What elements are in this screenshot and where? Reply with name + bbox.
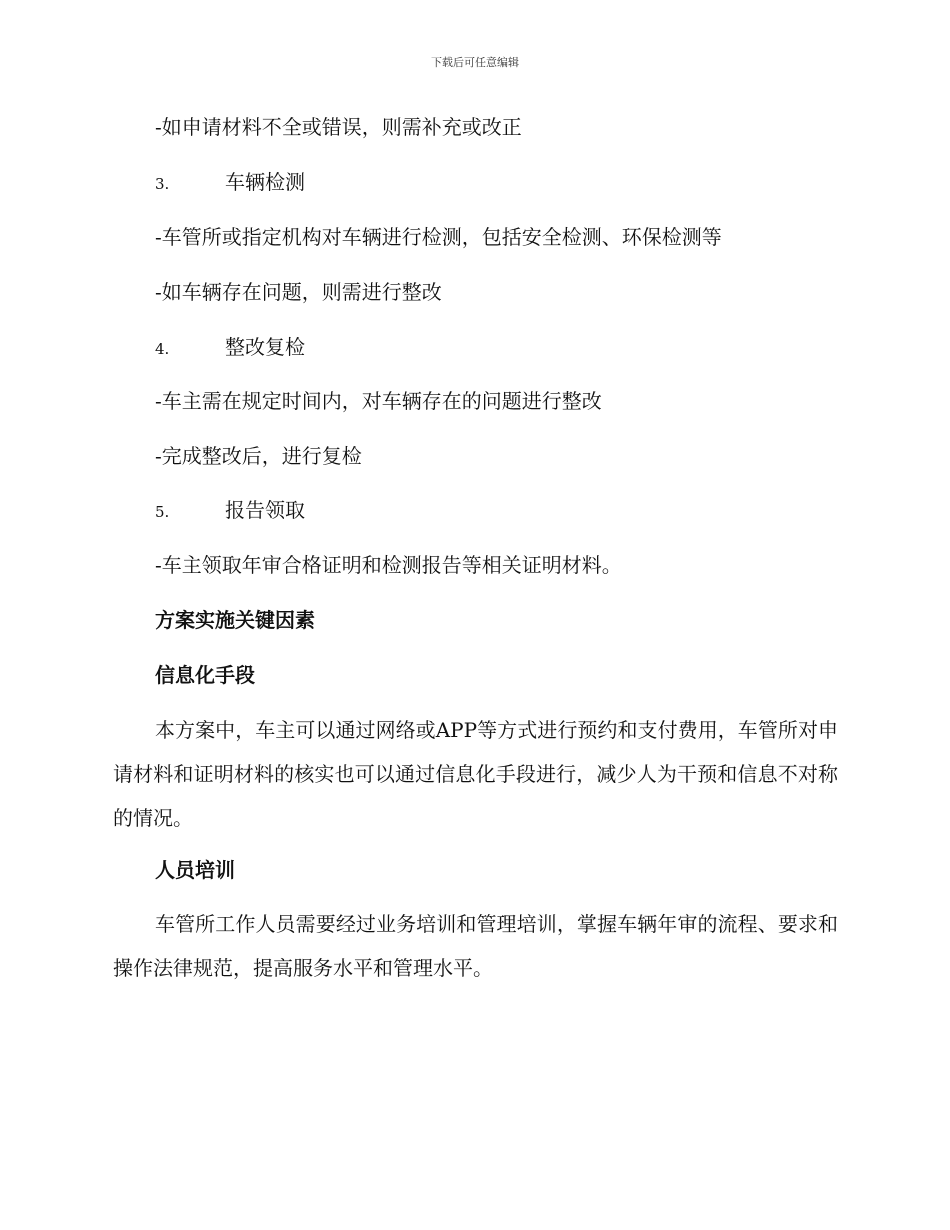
subsection-heading: 人员培训 — [155, 858, 235, 882]
numbered-item-3 — [155, 170, 305, 196]
item-title: 车辆检测 — [225, 170, 305, 194]
bullet-line: -车主领取年审合格证明和检测报告等相关证明材料。 — [155, 553, 622, 577]
bullet-line: -如申请材料不全或错误，则需补充或改正 — [155, 115, 522, 139]
bullet-line: -如车辆存在问题，则需进行整改 — [155, 280, 442, 304]
bullet-line: -完成整改后，进行复检 — [155, 444, 362, 468]
section-heading: 方案实施关键因素 — [155, 608, 315, 632]
item-number: 3. — [155, 175, 170, 193]
bullet-line: -车管所或指定机构对车辆进行检测，包括安全检测、环保检测等 — [155, 225, 722, 249]
item-number: 5. — [155, 503, 170, 521]
subsection-heading: 信息化手段 — [155, 663, 255, 687]
body-paragraph: 车管所工作人员需要经过业务培训和管理培训，掌握车辆年审的流程、要求和操作法律规范，提高服务水平和管理水平。 — [113, 912, 838, 980]
page-header: 下载后可任意编辑 — [431, 56, 519, 69]
numbered-item-5 — [155, 498, 305, 524]
item-number: 4. — [155, 340, 170, 358]
item-title: 整改复检 — [225, 335, 305, 359]
bullet-line: -车主需在规定时间内，对车辆存在的问题进行整改 — [155, 389, 602, 413]
item-title: 报告领取 — [225, 498, 305, 522]
body-paragraph: 本方案中，车主可以通过网络或APP等方式进行预约和支付费用，车管所对申请材料和证明材料的核实也可以通过信息化手段进行，减少人为干预和信息不对称的情况。 — [113, 718, 838, 830]
numbered-item-4 — [155, 335, 305, 361]
